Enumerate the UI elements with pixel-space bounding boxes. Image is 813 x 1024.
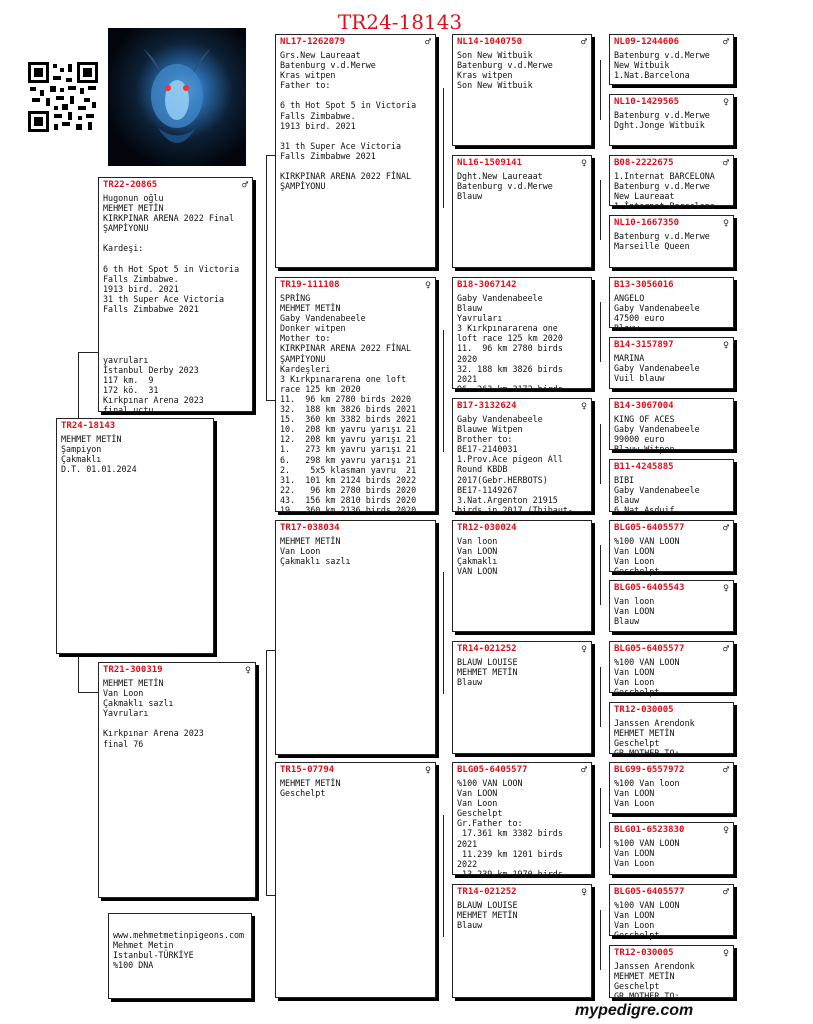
pedigree-card-g3[interactable] xyxy=(609,155,734,212)
bird-details: BLAUW LOUISE MEHMET METİN Blauw xyxy=(457,900,518,931)
ring-number: BLG99-6557972 xyxy=(614,765,685,775)
connector-line xyxy=(443,88,444,208)
male-icon: ♂ xyxy=(722,37,729,48)
bird-details: ANGELO Gaby Vandenabeele 47500 euro Blauw xyxy=(614,293,700,334)
connector-line xyxy=(600,180,601,240)
female-icon: ♀ xyxy=(580,401,587,412)
bird-details: MEHMET METİN Van Loon Çakmaklı sazlı xyxy=(280,536,351,567)
ring-number: TR22-20865 xyxy=(103,180,158,190)
ring-number: B13-3056016 xyxy=(614,280,674,290)
connector-line xyxy=(266,650,267,895)
connector-line xyxy=(443,572,444,694)
ring-number: TR12-030005 xyxy=(614,705,674,715)
pedigree-card-g12[interactable] xyxy=(609,702,734,759)
female-icon: ♀ xyxy=(580,644,587,655)
ring-number: TR21-300319 xyxy=(103,665,163,675)
pedigree-card-g5[interactable] xyxy=(609,277,734,334)
connector-line xyxy=(600,788,601,848)
bird-details: Grs.New Laureaat Batenburg v.d.Merwe Kras witpen Father to: 6 th Hot Spot 5 in Victoria Falls Zimbabwe. 1913 bird. 2021 31 th Super Ace Victoria Falls Zimbabwe 2021 KIRKPINAR ARENA 2022 FİNAL ŞAMPİYONU xyxy=(280,50,417,192)
bird-details: %100 VAN LOON Van LOON Van Loon Geschelpt xyxy=(614,900,680,941)
ring-number: BLG05-6405577 xyxy=(614,887,685,897)
connector-line xyxy=(266,650,275,651)
female-icon: ♀ xyxy=(580,158,587,169)
female-icon: ♀ xyxy=(722,583,729,594)
pedigree-card-dds[interactable] xyxy=(452,762,592,879)
connector-line xyxy=(78,692,98,693)
bird-details: 1.Internat BARCELONA Batenburg v.d.Merwe New Laureaat 1.İnternat Barcelona xyxy=(614,171,715,212)
pedigree-card-dam[interactable] xyxy=(98,662,256,898)
pedigree-card-sds[interactable] xyxy=(452,277,592,394)
bird-details: %100 VAN LOON Van LOON Van Loon Geschelpt Gr.Father to: 17.361 km 3382 birds 2021 11.239 km 1201 birds 2022 13.239 km 1970 birds xyxy=(457,778,563,879)
female-icon: ♀ xyxy=(244,665,251,676)
male-icon: ♂ xyxy=(580,37,587,48)
bird-details: MARINA Gaby Vandenabeele Vuil blauw xyxy=(614,353,700,384)
pedigree-card-dd[interactable] xyxy=(275,762,436,998)
ring-number: B14-3157897 xyxy=(614,340,674,350)
pedigree-card-g2[interactable] xyxy=(609,94,734,146)
ring-number: BLG05-6405577 xyxy=(614,523,685,533)
bird-details: Van loon Van LOON Blauw xyxy=(614,596,655,627)
connector-line xyxy=(266,400,275,401)
male-icon: ♂ xyxy=(722,523,729,534)
bird-details: MEHMET METİN Şampiyon Çakmaklı D.T. 01.01.2024 xyxy=(61,434,137,475)
pedigree-card-g7[interactable] xyxy=(609,398,734,455)
connector-line xyxy=(443,330,444,452)
ring-number: TR19-111108 xyxy=(280,280,340,290)
bird-details: Van loon Van LOON Çakmaklı VAN LOON xyxy=(457,536,498,577)
ring-number: NL17-1262079 xyxy=(280,37,346,47)
female-icon: ♀ xyxy=(722,825,729,836)
pedigree-card-sdd[interactable] xyxy=(452,398,592,515)
connector-line xyxy=(600,667,601,727)
bird-details: MEHMET METİN Geschelpt xyxy=(280,778,341,799)
pedigree-card-sd[interactable] xyxy=(275,277,436,515)
pedigree-card-g4[interactable] xyxy=(609,215,734,268)
connector-line xyxy=(600,302,601,362)
pedigree-card-g16[interactable] xyxy=(609,945,734,1002)
connector-line xyxy=(600,424,601,484)
male-icon: ♂ xyxy=(580,765,587,776)
ring-number: TR15-07794 xyxy=(280,765,335,775)
ring-number: TR14-021252 xyxy=(457,644,517,654)
pedigree-card-g13[interactable] xyxy=(609,762,734,814)
ring-number: NL16-1509141 xyxy=(457,158,523,168)
female-icon: ♀ xyxy=(722,340,729,351)
bird-details: %100 VAN LOON Van LOON Van Loon Geschelpt xyxy=(614,657,680,698)
female-icon: ♀ xyxy=(424,280,431,291)
bird-details: Batenburg v.d.Merwe New Witbuik 1.Nat.Barcelona xyxy=(614,50,710,81)
pedigree-card-dss[interactable] xyxy=(452,520,592,632)
ring-number: NL10-1667350 xyxy=(614,218,680,228)
ring-number: B08-2222675 xyxy=(614,158,674,168)
female-icon: ♀ xyxy=(580,887,587,898)
bird-details: Gaby Vandenabeele Blauw Yavruları 3 Kırkpınararena one loft race 125 km 2020 11. 96 km 2780 birds 2020 32. 188 km 3826 birds 2021 96. 263 km 3172 birds xyxy=(457,293,563,394)
female-icon: ♀ xyxy=(722,218,729,229)
pedigree-card-g11[interactable] xyxy=(609,641,734,698)
ring-number: TR14-021252 xyxy=(457,887,517,897)
pedigree-card-g6[interactable] xyxy=(609,337,734,389)
bird-details: Janssen Arendonk MEHMET METİN Geschelpt GR.MOTHER TO: xyxy=(614,961,695,1002)
bird-details: %100 VAN LOON Van LOON Van Loon xyxy=(614,838,680,869)
pedigree-title: TR24-18143 xyxy=(337,10,463,34)
brand-logo[interactable]: mypedigre.com xyxy=(575,1002,694,1019)
ring-number: TR12-030005 xyxy=(614,948,674,958)
bird-details: %100 Van loon Van LOON Van Loon xyxy=(614,778,680,809)
pedigree-card-ssd[interactable] xyxy=(452,155,592,268)
pedigree-card-g14[interactable] xyxy=(609,822,734,875)
bird-details: Hugonun oğlu MEHMET METİN KIRKPINAR ARENA 2022 Final ŞAMPİYONU Kardeşi: 6 th Hot Spot 5 in Victoria Falls Zimbabwe. 1913 bird. 2021 31 th Super Ace Victoria Falls Zimbabwe 2021 yavruları İstanbul Derby 2023 117 km. 9 172 kö. 31 Kırkpınar Arena 2023 final uçtu xyxy=(103,193,240,415)
connector-line xyxy=(266,155,267,400)
bird-details: %100 VAN LOON Van LOON Van Loon Geschelpt xyxy=(614,536,680,577)
female-icon: ♀ xyxy=(722,948,729,959)
ring-number: BLG05-6405577 xyxy=(614,644,685,654)
ring-number: TR17-038034 xyxy=(280,523,340,533)
male-icon: ♂ xyxy=(424,37,431,48)
ring-number: NL14-1040750 xyxy=(457,37,523,47)
female-icon: ♀ xyxy=(424,765,431,776)
connector-line xyxy=(266,155,275,156)
male-icon: ♂ xyxy=(722,158,729,169)
pedigree-card-ddd[interactable] xyxy=(452,884,592,998)
bird-details: SPRİNG MEHMET METİN Gaby Vandenabeele Donker witpen Mother to: KIRKPINAR ARENA 2022 FİNAL ŞAMPİYONU Kardeşleri 3 Kırkpınararena one loft race 125 km 2020 11. 96 km 2780 birds 2020 32. 188 km 3826 birds 2021 15. 360 km 3382 birds 2021 10. 208 km yavru yarışı 21 12. 208 km yavru yarışı 21 1. 273 km yavru yarışı 21 6. 298 km yavru yarışı 21 2. 5x5 klasman yavru 21 31. 101 km 2124 birds 2022 22. 96 km 2780 birds 2020 43. 156 km 2810 birds 2020 19. 360 km 2136 birds 2020 xyxy=(280,293,417,515)
ring-number: TR12-030024 xyxy=(457,523,517,533)
ring-number: BLG01-6523830 xyxy=(614,825,685,835)
qr-code[interactable] xyxy=(28,62,98,132)
connector-line xyxy=(600,60,601,120)
pedigree-card-sss[interactable] xyxy=(452,34,592,146)
male-icon: ♂ xyxy=(722,644,729,655)
bird-details: Janssen Arendonk MEHMET METİN Geschelpt GR.MOTHER TO: xyxy=(614,718,695,759)
bird-details: MEHMET METİN Van Loon Çakmaklı sazlı Yavruları Kırkpınar Arena 2023 final 76 xyxy=(103,678,204,749)
male-icon: ♂ xyxy=(722,765,729,776)
pedigree-card-dsd[interactable] xyxy=(452,641,592,754)
breeder-info: www.mehmetmetinpigeons.com Mehmet Metin Istanbul-TÜRKİYE %100 DNA xyxy=(108,913,252,999)
pedigree-card-g9[interactable] xyxy=(609,520,734,577)
bird-details: Batenburg v.d.Merwe Dght.Jonge Witbuik xyxy=(614,110,710,131)
ring-number: BLG05-6405543 xyxy=(614,583,685,593)
pedigree-card-subject[interactable] xyxy=(56,418,214,654)
pedigree-card-ds[interactable] xyxy=(275,520,436,755)
connector-line xyxy=(600,910,601,970)
ring-number: NL10-1429565 xyxy=(614,97,680,107)
male-icon: ♂ xyxy=(241,180,248,191)
pedigree-card-g10[interactable] xyxy=(609,580,734,632)
bird-details: Gaby Vandenabeele Blauwe Witpen Brother to: BE17-2140031 1.Prov.Ace pigeon All Round KBDB 2017(Gebr.HERBOTS) BE17-1149267 3.Nat.Argenton 21915 birds in 2017 (Thibaut- xyxy=(457,414,573,515)
bird-details: BLAUW LOUISE MEHMET METİN Blauw xyxy=(457,657,518,688)
pedigree-card-ss[interactable] xyxy=(275,34,436,268)
bird-details: Son New Witbuik Batenburg v.d.Merwe Kras witpen Son New Witbuik xyxy=(457,50,553,91)
ring-number: B14-3067004 xyxy=(614,401,674,411)
connector-line xyxy=(266,895,275,896)
ring-number: BLG05-6405577 xyxy=(457,765,528,775)
connector-line xyxy=(600,545,601,605)
connector-line xyxy=(443,815,444,937)
ring-number: NL09-1244606 xyxy=(614,37,680,47)
ring-number: B18-3067142 xyxy=(457,280,517,290)
connector-line xyxy=(78,352,98,353)
bird-details: BIBI Gaby Vandenabeele Blauw 6.Nat.Asduif xyxy=(614,475,700,516)
bird-details: Batenburg v.d.Merwe Marseille Queen xyxy=(614,231,710,252)
male-icon: ♂ xyxy=(722,887,729,898)
bird-photo xyxy=(108,28,246,166)
female-icon: ♀ xyxy=(722,97,729,108)
pedigree-card-g1[interactable] xyxy=(609,34,734,85)
ring-number: TR24-18143 xyxy=(61,421,116,431)
pedigree-card-g8[interactable] xyxy=(609,459,734,516)
ring-number: B17-3132624 xyxy=(457,401,517,411)
bird-details: Dght.New Laureaat Batenburg v.d.Merwe Blauw xyxy=(457,171,553,202)
pedigree-card-sire[interactable] xyxy=(98,177,253,415)
bird-details: KING OF ACES Gaby Vandenabeele 99000 euro Blauw Witpen xyxy=(614,414,700,455)
pedigree-card-g15[interactable] xyxy=(609,884,734,941)
ring-number: B11-4245885 xyxy=(614,462,674,472)
